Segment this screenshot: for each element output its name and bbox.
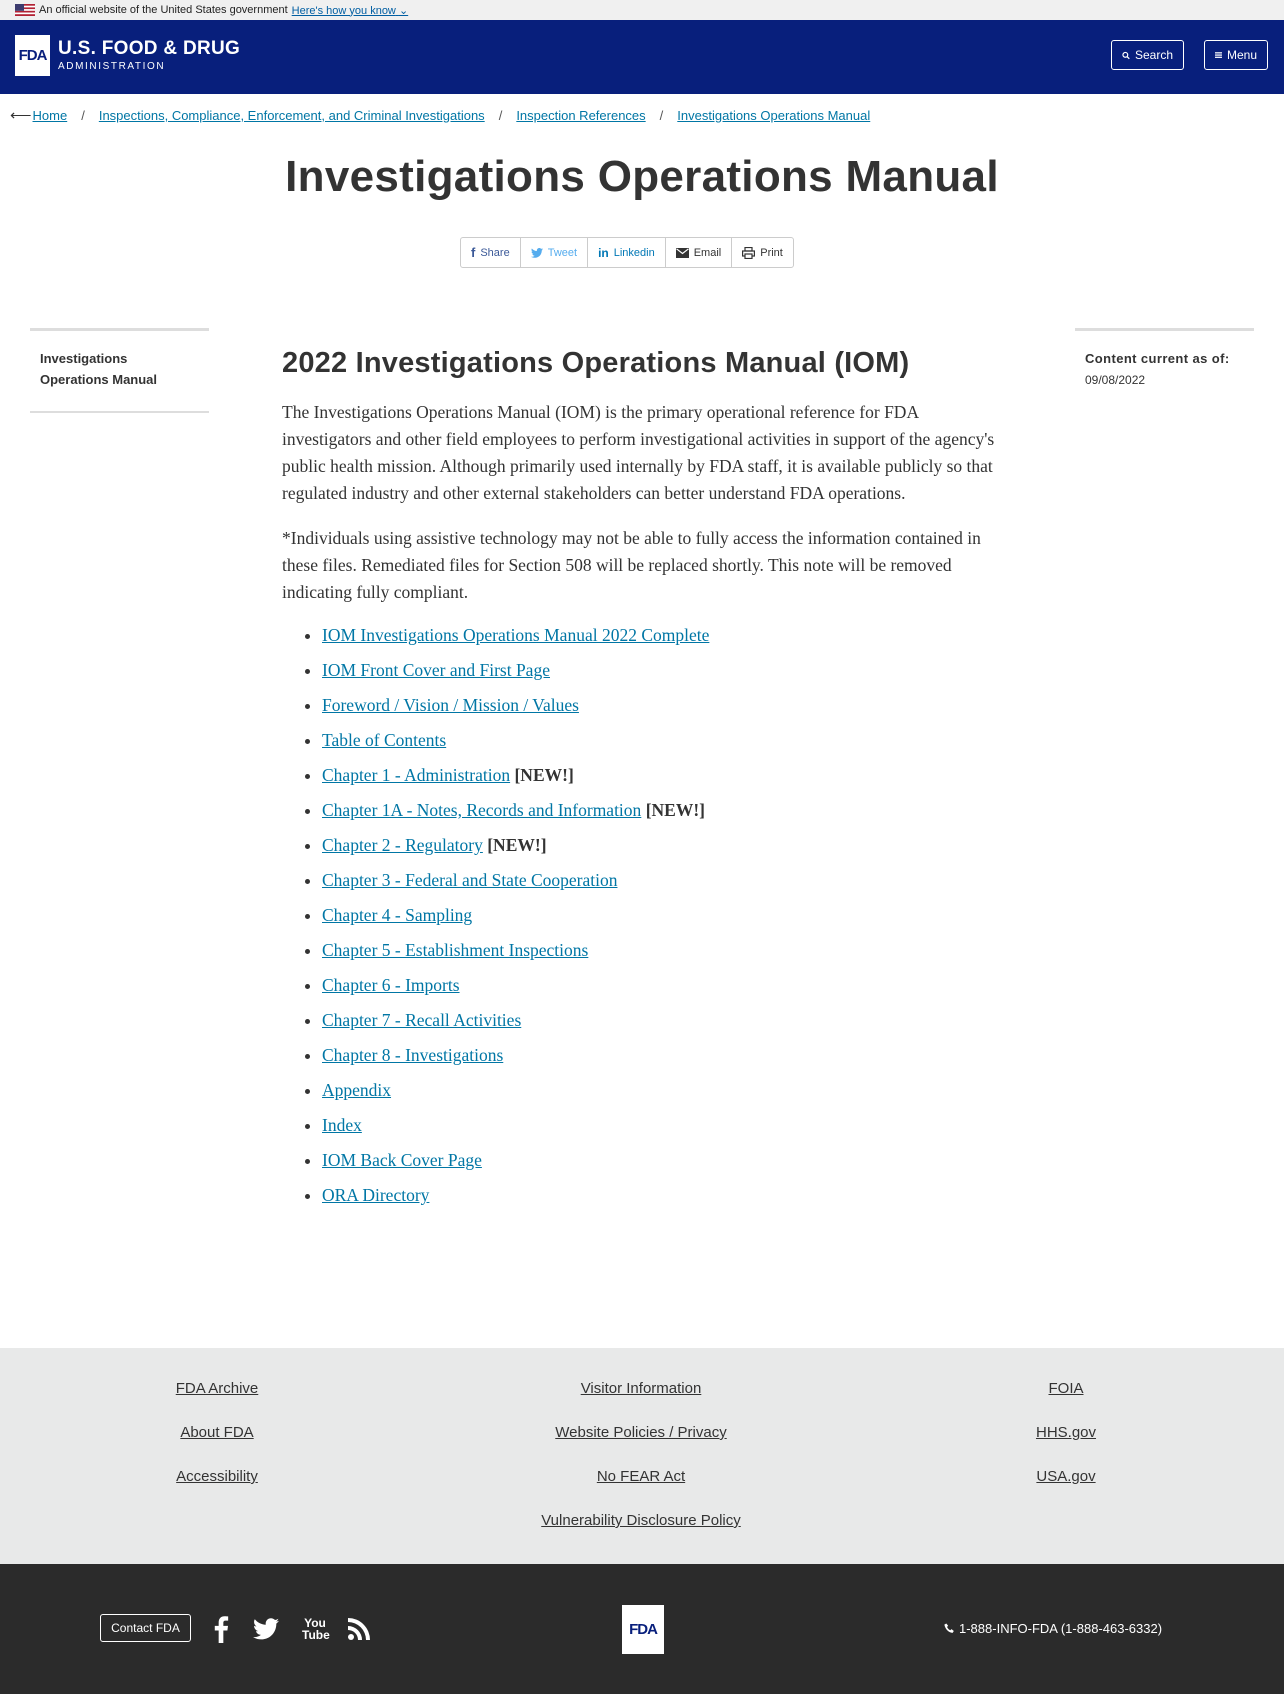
doc-link[interactable]: Table of Contents	[322, 730, 447, 750]
breadcrumb-item[interactable]: Investigations Operations Manual	[677, 107, 871, 123]
footer-link-no-fear-act[interactable]: No FEAR Act	[596, 1468, 686, 1485]
youtube-icon: You Tube	[302, 1616, 330, 1642]
document-links	[282, 622, 1002, 1217]
footer-fda-logo[interactable]: FDA	[622, 1605, 664, 1654]
us-flag-icon	[15, 4, 35, 16]
doc-link[interactable]: Chapter 6 - Imports	[322, 975, 460, 995]
breadcrumb-home[interactable]: Home	[32, 107, 68, 123]
gov-banner-text: An official website of the United States government	[39, 4, 288, 16]
rss-link[interactable]	[348, 1614, 370, 1644]
print-button[interactable]: Print	[732, 238, 793, 267]
phone-number[interactable]: 1-888-INFO-FDA (1-888-463-6332)	[944, 1621, 1162, 1636]
content-current-date: 09/08/2022	[1085, 373, 1146, 387]
phone-icon	[944, 1623, 955, 1634]
breadcrumb-separator: /	[659, 107, 664, 123]
envelope-icon	[676, 248, 689, 258]
content-meta	[1075, 328, 1254, 407]
doc-link[interactable]: IOM Front Cover and First Page	[322, 660, 550, 680]
breadcrumb-item[interactable]: Inspection References	[516, 107, 646, 123]
list-item	[322, 1042, 1002, 1077]
site-header	[0, 20, 1284, 94]
list-item	[322, 1112, 1002, 1147]
list-item	[322, 1147, 1002, 1182]
gov-banner	[0, 0, 1284, 20]
back-arrow-icon: ⟵	[10, 107, 32, 124]
breadcrumb-item[interactable]: Inspections, Compliance, Enforcement, and Criminal Investigations	[98, 107, 485, 123]
page-title: Investigations Operations Manual	[285, 152, 999, 201]
fda-logo[interactable]: FDA	[15, 35, 50, 76]
doc-link[interactable]: IOM Back Cover Page	[322, 1150, 482, 1170]
content-heading: 2022 Investigations Operations Manual (IOM)	[282, 347, 910, 379]
fda-wordmark[interactable]	[58, 38, 240, 72]
list-item	[322, 657, 1002, 692]
list-item	[322, 692, 1002, 727]
twitter-link[interactable]	[253, 1614, 279, 1644]
list-item	[322, 902, 1002, 937]
logo-line-2: ADMINISTRATION	[58, 61, 166, 72]
section-nav	[30, 328, 209, 413]
breadcrumb-separator: /	[81, 107, 85, 123]
footer-link-accessibility[interactable]: Accessibility	[176, 1468, 258, 1485]
section-nav-item[interactable]: Investigations Operations Manual	[40, 351, 158, 387]
content-current-label: Content current as of:	[1085, 351, 1230, 366]
footer-link-visitor-information[interactable]: Visitor Information	[580, 1380, 702, 1397]
facebook-link[interactable]	[212, 1614, 230, 1644]
list-item	[322, 727, 1002, 762]
rss-icon	[348, 1618, 370, 1640]
footer-link-fda-archive[interactable]: FDA Archive	[175, 1380, 259, 1397]
main-content	[282, 347, 1002, 1217]
list-item	[322, 797, 1002, 832]
search-icon	[1122, 50, 1130, 61]
footer-link-hhs[interactable]: HHS.gov	[1035, 1424, 1097, 1441]
list-item	[322, 937, 1002, 972]
linkedin-icon: in	[598, 245, 609, 260]
list-item	[322, 762, 1002, 797]
intro-paragraph: The Investigations Operations Manual (IOM) is the primary operational reference for FDA investigators and other field employees to perform investigational activities in support of the agency's public health mission. Although primarily used internally by FDA staff, it is available publicly so that regulated industry and other external stakeholders can better understand FDA operations.	[282, 402, 995, 503]
footer-bar	[0, 1564, 1284, 1694]
facebook-icon	[212, 1615, 230, 1643]
doc-link[interactable]: Chapter 8 - Investigations	[322, 1045, 504, 1065]
menu-button[interactable]: Menu	[1204, 40, 1268, 70]
twitter-icon	[253, 1618, 279, 1640]
contact-fda-button[interactable]: Contact FDA	[100, 1614, 191, 1642]
heres-how-you-know-link[interactable]: Here's how you know ⌄	[291, 4, 409, 17]
search-button[interactable]: Search	[1111, 40, 1184, 70]
logo-line-1: U.S. FOOD & DRUG	[58, 38, 241, 59]
doc-link[interactable]: IOM Investigations Operations Manual 2022 Complete	[322, 625, 710, 645]
new-badge: [NEW!]	[645, 800, 705, 820]
list-item	[322, 832, 1002, 867]
list-item	[322, 1182, 1002, 1217]
list-item	[322, 1077, 1002, 1112]
accessibility-note: *Individuals using assistive technology may not be able to fully access the information contained in these files. Remediated files for Section 508 will be replaced shortly. This note will be removed indicating fully compliant.	[282, 528, 981, 602]
doc-link[interactable]: Chapter 1A - Notes, Records and Information	[322, 800, 642, 820]
list-item	[322, 867, 1002, 902]
doc-link[interactable]: Chapter 2 - Regulatory	[322, 835, 483, 855]
share-email-button[interactable]: Email	[666, 238, 733, 267]
doc-link[interactable]: Chapter 1 - Administration	[322, 765, 511, 785]
doc-link[interactable]: Chapter 7 - Recall Activities	[322, 1010, 522, 1030]
facebook-icon: f	[471, 245, 476, 260]
chevron-down-icon: ⌄	[398, 4, 409, 17]
share-twitter-button[interactable]: Tweet	[521, 238, 588, 267]
printer-icon	[742, 247, 755, 259]
list-item	[322, 1007, 1002, 1042]
new-badge: [NEW!]	[514, 765, 574, 785]
hamburger-icon	[1215, 50, 1222, 60]
doc-link[interactable]: Index	[322, 1115, 362, 1135]
footer-link-vulnerability-disclosure[interactable]: Vulnerability Disclosure Policy	[541, 1512, 741, 1529]
list-item	[322, 622, 1002, 657]
new-badge: [NEW!]	[487, 835, 547, 855]
footer-link-about-fda[interactable]: About FDA	[180, 1424, 254, 1441]
share-linkedin-button[interactable]: in Linkedin	[588, 238, 666, 267]
doc-link[interactable]: Chapter 4 - Sampling	[322, 905, 473, 925]
doc-link[interactable]: Chapter 5 - Establishment Inspections	[322, 940, 589, 960]
doc-link[interactable]: Foreword / Vision / Mission / Values	[322, 695, 579, 715]
doc-link[interactable]: Chapter 3 - Federal and State Cooperation	[322, 870, 618, 890]
share-bar	[460, 237, 794, 268]
doc-link[interactable]: Appendix	[322, 1080, 392, 1100]
youtube-link[interactable]	[302, 1614, 328, 1644]
list-item	[322, 972, 1002, 1007]
share-facebook-button[interactable]: f Share	[461, 238, 521, 267]
footer-link-usa[interactable]: USA.gov	[1036, 1468, 1096, 1485]
doc-link[interactable]: ORA Directory	[322, 1185, 430, 1205]
footer-link-foia[interactable]: FOIA	[1048, 1380, 1084, 1397]
footer-links	[0, 1348, 1284, 1564]
footer-link-website-policies[interactable]: Website Policies / Privacy	[555, 1424, 727, 1441]
twitter-icon	[531, 248, 543, 258]
breadcrumb-separator: /	[498, 107, 503, 123]
breadcrumb	[10, 106, 870, 124]
